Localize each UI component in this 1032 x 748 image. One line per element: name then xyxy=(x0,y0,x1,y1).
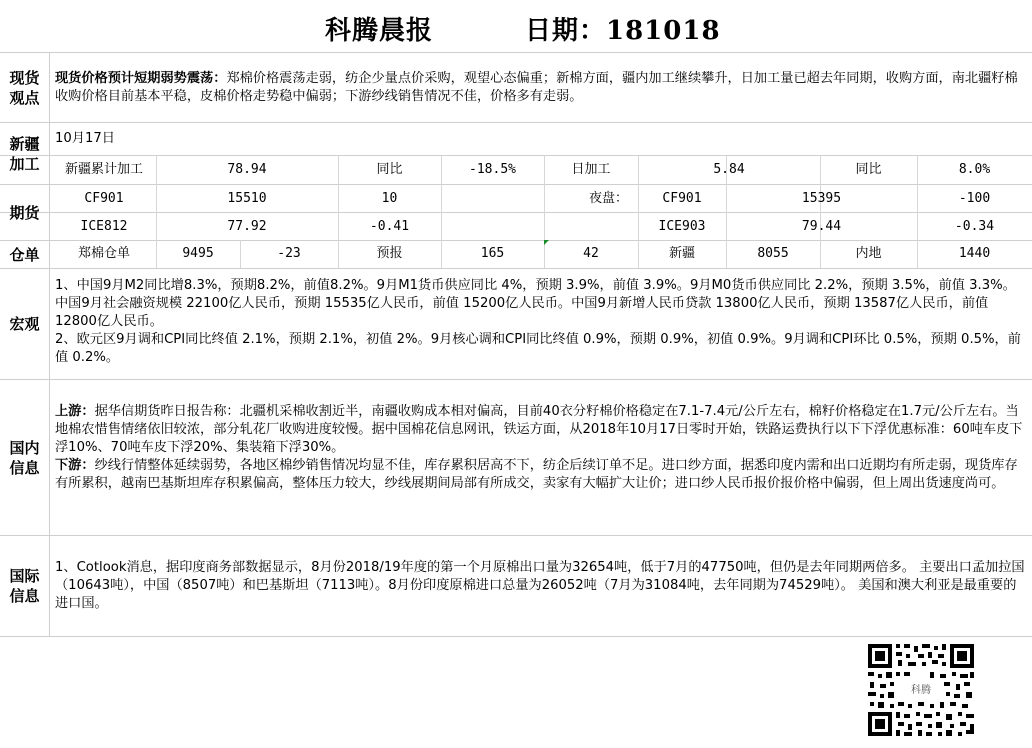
xj-cell-value: 78.94 xyxy=(227,162,267,177)
futures-price: 15395 xyxy=(801,191,842,206)
divider xyxy=(0,212,1032,213)
international-text: 1、Cotlook消息，据印度商务部数据显示，8月份2018/19年度的第一个月原棉出口量为32654吨，低于7月的47750吨，但仍是去年同期两倍多。 主要出口孟加拉国（10643吨），中国（8507吨）和巴基斯坦（7113吨）。8月份印度原棉进口总量为26052吨（7月为31084吨，去年同期为74529吨）。 美国和澳大利亚是最重要的进口国。 xyxy=(55,560,1025,611)
spot-view-text xyxy=(55,70,1025,106)
spot-body: 郑棉价格震荡走弱，纺企少量点价采购，观望心态偏重；新棉方面，疆内加工继续攀升，日加工量已超去年同期，收购方面，南北疆籽棉收购价格目前基本平稳，皮棉价格走势稳中偏弱；下游纱线销售情况不佳，价格多有走弱。 xyxy=(55,71,1018,104)
xj-cell-value: 8.0% xyxy=(958,162,991,177)
futures-price: 15510 xyxy=(227,191,267,206)
divider xyxy=(0,535,1032,536)
macro-paragraph-1: 1、中国9月M2同比增8.3%，预期8.2%，前值8.2%。9月M1货币供应同比 4%，预期 3.9%，前值 3.9%。9月M0货币供应同比 2.2%，预期 3.5%，前值 3.3%。中国9月社会融资规模 22100亿人民币，预期 15535亿人民币，前值 15200亿人民币。中国9月新增人民币贷款 13800亿人民币，预期 13587亿人民币，前值 12800亿人民币。 xyxy=(55,278,1016,329)
forecast-value: 165 xyxy=(480,246,505,261)
domestic-downstream xyxy=(55,457,1025,493)
futures-price: 79.44 xyxy=(801,219,842,234)
divider xyxy=(0,184,1032,185)
xinjiang-label: 新疆 xyxy=(668,246,695,261)
forecast-change: 42 xyxy=(583,246,599,261)
xj-cell-label: 新疆累计加工 xyxy=(64,162,143,177)
divider xyxy=(0,379,1032,380)
divider xyxy=(0,155,1032,156)
inland-value: 1440 xyxy=(958,246,991,261)
futures-change: -0.41 xyxy=(369,219,410,234)
futures-change: -100 xyxy=(958,191,991,206)
macro-text xyxy=(55,277,1025,367)
row-label-international: 国际信息 xyxy=(0,536,50,636)
futures-change: 10 xyxy=(381,191,398,206)
qr-code-image xyxy=(866,642,976,738)
report-header xyxy=(0,0,1032,53)
qr-caption: 科腾 xyxy=(911,685,931,696)
upstream-heading: 上游： xyxy=(55,404,95,419)
divider xyxy=(0,122,1032,123)
futures-price: 77.92 xyxy=(227,219,267,234)
macro-paragraph-2: 2、欧元区9月调和CPI同比终值 2.1%，预期 2.1%，初值 2%。9月核心调和CPI同比终值 0.9%，预期 0.9%，初值 0.9%。9月调和CPI环比 0.5%，预期 0.5%，前值 0.2%。 xyxy=(55,332,1021,365)
divider xyxy=(0,268,1032,269)
futures-contract: ICE903 xyxy=(658,219,706,234)
futures-contract: CF901 xyxy=(662,191,702,206)
futures-contract: ICE812 xyxy=(80,219,128,234)
row-label-futures: 期货 xyxy=(0,185,50,240)
futures-contract: CF901 xyxy=(84,191,124,206)
row-label-warehouse: 仓单 xyxy=(0,241,50,268)
row-label-spot: 现货观点 xyxy=(0,53,50,122)
domestic-upstream xyxy=(55,403,1025,457)
row-label-macro: 宏观 xyxy=(0,269,50,379)
downstream-body: 纱线行情整体延续弱势，各地区棉纱销售情况均显不佳，库存累积居高不下，纺企后续订单不足。进口纱方面，据悉印度内需和出口近期均有所走弱，现货库存有所累积，越南巴基斯坦库存积累偏高，整体压力较大，纱线展期间局部有所成交，卖家有大幅扩大让价；进口纱人民币报价报价格中偏弱，但上周出货速度尚可。 xyxy=(55,458,1018,491)
divider xyxy=(0,636,1032,637)
xj-cell-value: 5.84 xyxy=(713,162,745,177)
futures-change: -0.34 xyxy=(954,219,995,234)
warehouse-label: 郑棉仓单 xyxy=(77,246,130,261)
domestic-text xyxy=(55,403,1025,493)
downstream-heading: 下游： xyxy=(55,458,95,473)
row-label-xinjiang: 新疆加工 xyxy=(0,123,50,184)
inland-label: 内地 xyxy=(855,246,882,261)
cell-comment-marker xyxy=(544,240,549,245)
warehouse-change: -23 xyxy=(277,246,301,261)
xj-cell-label: 同比 xyxy=(855,162,882,177)
report-title: 科腾晨报 xyxy=(325,16,434,46)
upstream-body: 据华信期货昨日报告称：北疆机采棉收割近半，南疆收购成本相对偏高，目前40衣分籽棉价格稳定在7.1-7.4元/公斤左右，棉籽价格稳定在1.7元/公斤左右。当地棉农惜售情绪依旧较浓，部分轧花厂收购进度较慢。据中国棉花信息网讯，铁运方面，从2018年10月17日零时开始，铁路运费执行以下下浮优惠标准：60吨车皮下浮10%、70吨车皮下浮20%、集装箱下浮30%。 xyxy=(55,404,1023,455)
forecast-label: 预报 xyxy=(376,246,403,261)
xinjiang-date: 10月17日 xyxy=(55,131,115,146)
night-session-label: 夜盘： xyxy=(588,191,628,206)
xj-cell-value: -18.5% xyxy=(469,162,516,177)
report-date: 日期：181018 xyxy=(525,16,721,46)
xj-cell-label: 同比 xyxy=(376,162,403,177)
spot-headline: 现货价格预计短期弱势震荡： xyxy=(55,71,227,86)
warehouse-value: 9495 xyxy=(182,246,214,261)
row-label-domestic: 国内信息 xyxy=(0,380,50,535)
xj-cell-label: 日加工 xyxy=(571,162,611,177)
xinjiang-value: 8055 xyxy=(757,246,789,261)
